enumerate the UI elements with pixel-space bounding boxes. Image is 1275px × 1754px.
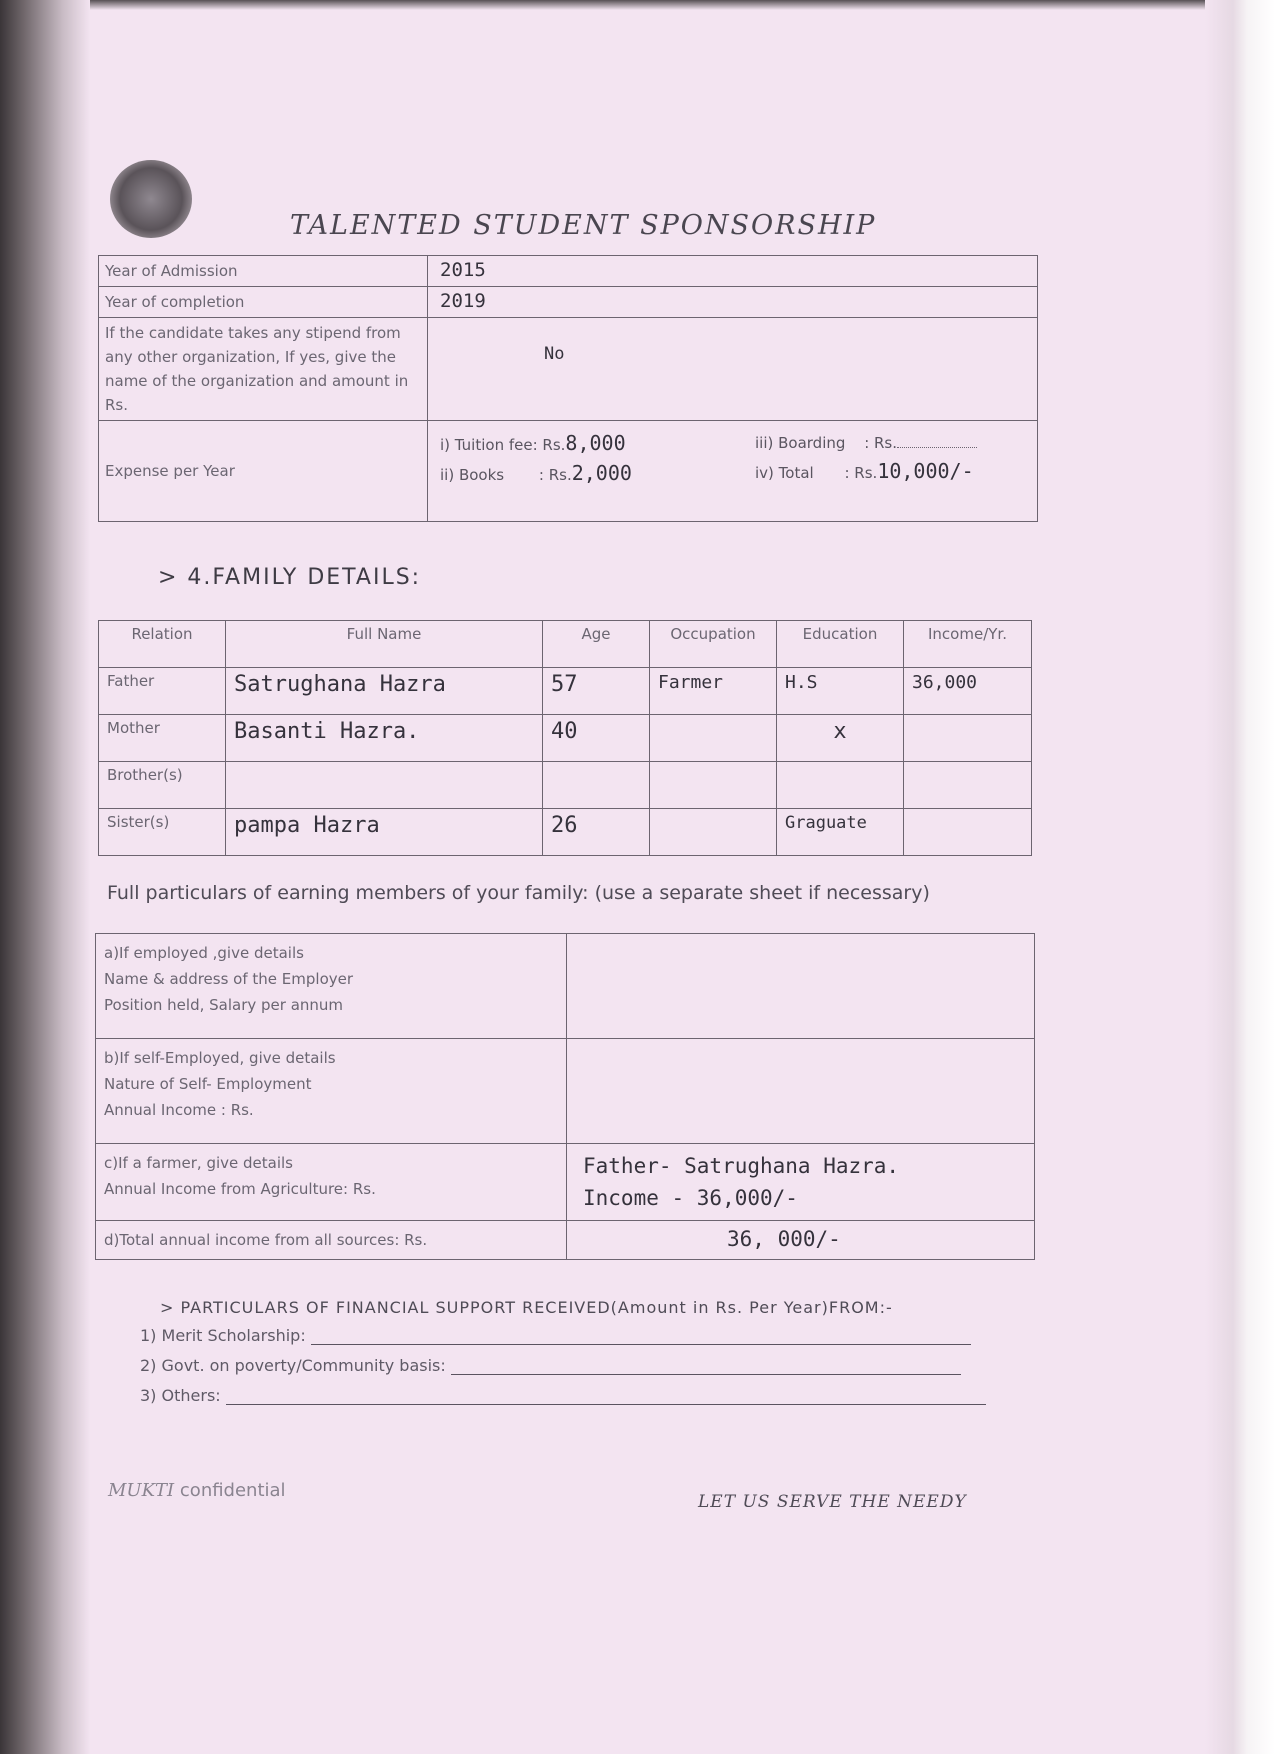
column-header: Income/Yr. <box>904 621 1032 668</box>
table-row <box>99 421 1038 522</box>
table-row <box>99 762 1032 809</box>
earnings-heading: Full particulars of earning members of your family: (use a separate sheet if necessary) <box>107 882 930 904</box>
age-cell: 40 <box>543 715 650 762</box>
stipend-label: If the candidate takes any stipend from any other organization, If yes, give the name of the organization and amount in Rs. <box>99 318 428 421</box>
books-value: 2,000 <box>571 461 632 485</box>
self-employed-label <box>96 1039 567 1144</box>
income-cell <box>904 809 1032 856</box>
scan-shadow-left <box>0 0 90 1754</box>
earnings-table <box>95 933 1035 1260</box>
age-cell: 57 <box>543 668 650 715</box>
income-cell: 36,000 <box>904 668 1032 715</box>
self-label-line: b)If self-Employed, give details <box>104 1049 336 1067</box>
financial-support-heading: > PARTICULARS OF FINANCIAL SUPPORT RECEIVED(Amount in Rs. Per Year)FROM:- <box>160 1298 893 1317</box>
employed-label <box>96 934 567 1039</box>
financial-item <box>140 1386 986 1405</box>
education-cell <box>777 762 904 809</box>
employed-label-line: Name & address of the Employer <box>104 970 354 988</box>
financial-item-label: 3) Others: <box>140 1386 221 1405</box>
relation-cell: Father <box>99 668 226 715</box>
page-title: TALENTED STUDENT SPONSORSHIP <box>290 210 877 241</box>
table-row <box>96 1039 1035 1144</box>
name-cell: Basanti Hazra. <box>226 715 543 762</box>
tuition-label: i) Tuition fee: Rs. <box>440 436 566 454</box>
organization-logo <box>110 160 192 238</box>
fill-in-line <box>311 1328 971 1345</box>
occupation-cell <box>650 715 777 762</box>
year-of-admission-value: 2015 <box>428 256 1038 287</box>
year-of-completion-label: Year of completion <box>99 287 428 318</box>
stipend-value: No <box>428 318 1038 421</box>
boarding-label: iii) Boarding <box>755 434 846 452</box>
education-cell: H.S <box>777 668 904 715</box>
income-cell <box>904 715 1032 762</box>
table-row <box>99 809 1032 856</box>
admission-table <box>98 255 1038 522</box>
column-header: Relation <box>99 621 226 668</box>
self-label-line: Annual Income : Rs. <box>104 1101 254 1119</box>
books-label: ii) Books <box>440 466 505 484</box>
table-row <box>99 318 1038 421</box>
farmer-label <box>96 1144 567 1221</box>
self-label-line: Nature of Self- Employment <box>104 1075 312 1093</box>
name-cell: pampa Hazra <box>226 809 543 856</box>
table-row <box>99 715 1032 762</box>
table-row <box>96 1221 1035 1260</box>
column-header: Age <box>543 621 650 668</box>
total-label: iv) Total <box>755 464 814 482</box>
column-header: Full Name <box>226 621 543 668</box>
farmer-label-line: c)If a farmer, give details <box>104 1154 293 1172</box>
footer-brand: MUKTI <box>108 1480 175 1501</box>
table-row <box>99 256 1038 287</box>
scan-edge-right <box>1205 0 1275 1754</box>
family-section-title: > 4.FAMILY DETAILS: <box>158 565 422 590</box>
age-cell: 26 <box>543 809 650 856</box>
footer-confidential <box>108 1480 286 1501</box>
fill-in-line <box>226 1388 986 1405</box>
farmer-value-line: Income - 36,000/- <box>583 1186 798 1210</box>
age-cell <box>543 762 650 809</box>
financial-item-label: 2) Govt. on poverty/Community basis: <box>140 1356 446 1375</box>
scan-shadow-top <box>90 0 1230 10</box>
total-income-value: 36, 000/- <box>567 1221 1035 1260</box>
name-cell <box>226 762 543 809</box>
financial-item <box>140 1326 971 1345</box>
employed-value <box>567 934 1035 1039</box>
employed-label-line: a)If employed ,give details <box>104 944 304 962</box>
year-of-completion-value: 2019 <box>428 287 1038 318</box>
expense-breakdown <box>428 421 1038 522</box>
income-cell <box>904 762 1032 809</box>
education-cell: Graguate <box>777 809 904 856</box>
farmer-value <box>567 1144 1035 1221</box>
total-value: 10,000/- <box>877 459 974 483</box>
table-header-row <box>99 621 1032 668</box>
farmer-label-line: Annual Income from Agriculture: Rs. <box>104 1180 376 1198</box>
financial-item-label: 1) Merit Scholarship: <box>140 1326 306 1345</box>
table-row <box>99 287 1038 318</box>
tuition-value: 8,000 <box>565 431 626 455</box>
occupation-cell: Farmer <box>650 668 777 715</box>
farmer-value-line: Father- Satrughana Hazra. <box>583 1154 900 1178</box>
name-cell: Satrughana Hazra <box>226 668 543 715</box>
table-row <box>96 1144 1035 1221</box>
relation-cell: Sister(s) <box>99 809 226 856</box>
column-header: Education <box>777 621 904 668</box>
footer-confidential-text: confidential <box>179 1480 286 1501</box>
employed-label-line: Position held, Salary per annum <box>104 996 344 1014</box>
occupation-cell <box>650 762 777 809</box>
books-prefix: : Rs. <box>538 466 572 484</box>
table-row <box>96 934 1035 1039</box>
education-cell: x <box>777 715 904 762</box>
table-row <box>99 668 1032 715</box>
expense-label: Expense per Year <box>99 421 428 522</box>
fill-in-line <box>451 1358 961 1375</box>
relation-cell: Mother <box>99 715 226 762</box>
relation-cell: Brother(s) <box>99 762 226 809</box>
total-prefix: : Rs. <box>844 464 878 482</box>
self-employed-value <box>567 1039 1035 1144</box>
column-header: Occupation <box>650 621 777 668</box>
total-income-label: d)Total annual income from all sources: Rs. <box>96 1221 567 1260</box>
financial-item <box>140 1356 961 1375</box>
occupation-cell <box>650 809 777 856</box>
footer-motto: LET US SERVE THE NEEDY <box>698 1492 967 1512</box>
family-table <box>98 620 1032 856</box>
year-of-admission-label: Year of Admission <box>99 256 428 287</box>
boarding-prefix: : Rs. <box>864 434 898 452</box>
